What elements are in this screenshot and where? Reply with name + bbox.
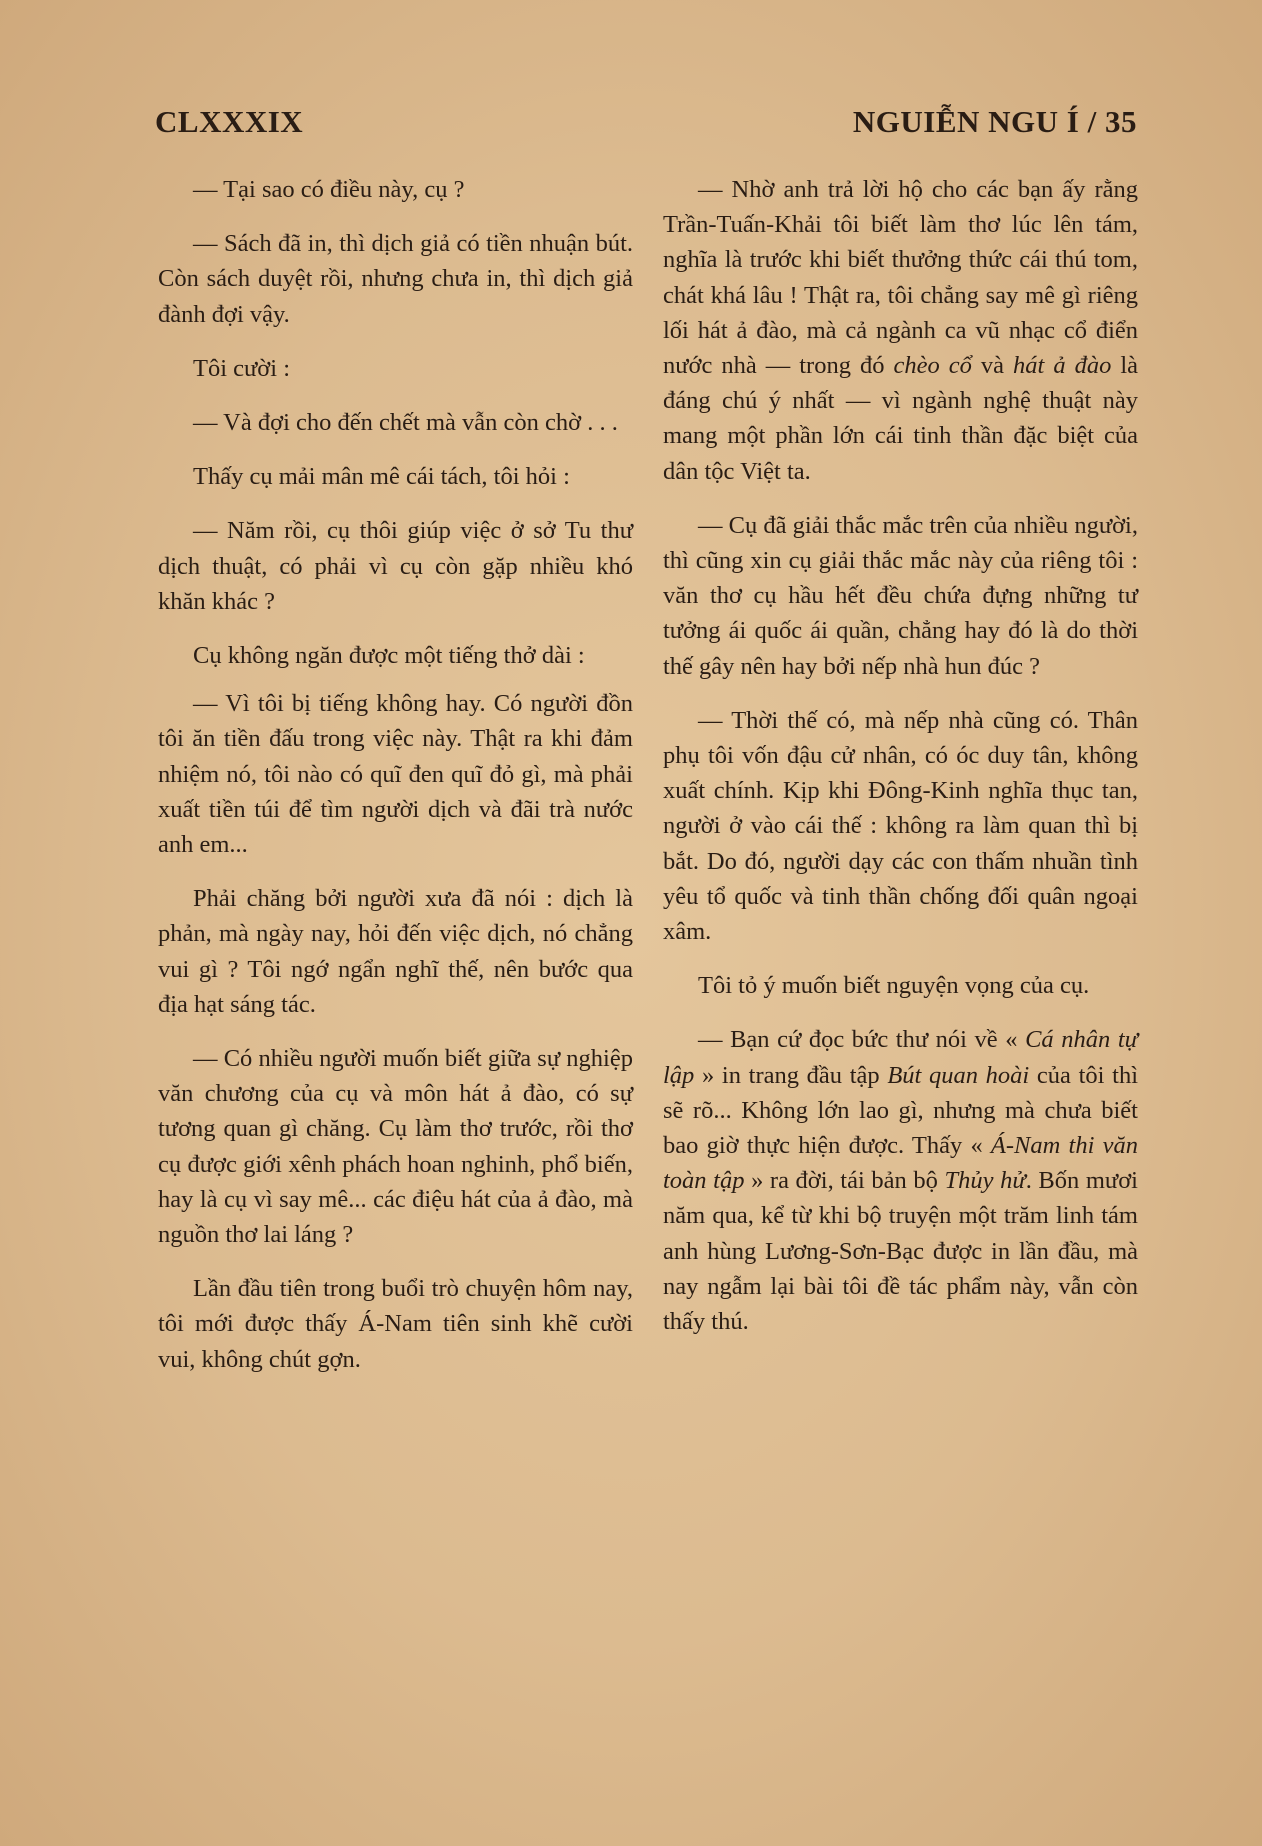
- running-title: NGUIỄN NGU Í / 35: [852, 104, 1137, 139]
- paragraph: Lần đầu tiên trong buổi trò chuyện hôm nay, tôi mới được thấy Á-Nam tiên sinh khẽ cười vui, không chút gợn.: [158, 1275, 633, 1373]
- issue-number: CLXXXIX: [155, 104, 304, 139]
- text-run: . Bốn mươi năm qua, kể từ khi bộ truyện một trăm linh tám anh hùng Lương-Sơn-Bạc được in lần đầu, mà nay ngẫm lại bài tôi đề tác phẩm này, vẫn còn thấy thú.: [663, 1167, 1138, 1336]
- paragraph: — Cụ đã giải thắc mắc trên của nhiều người, thì cũng xin cụ giải thắc mắc này của riêng tôi : văn thơ cụ hầu hết đều chứa đựng những tư tưởng ái quốc ái quần, chẳng hay đó là do thời thế gây nên hay bởi nếp nhà hun đúc ?: [663, 511, 1138, 680]
- text-run: của tôi thì sẽ rõ... Không lớn lao gì, nhưng mà chưa biết bao giờ thực hiện được. Thấy «: [663, 1061, 1138, 1160]
- paragraph: — Sách đã in, thì dịch giả có tiền nhuận bút. Còn sách duyệt rồi, nhưng chưa in, thì dịch giả đành đợi vậy.: [158, 230, 633, 328]
- italic-term: chèo cổ: [893, 352, 972, 380]
- text-run: » ra đời, tái bản bộ: [744, 1167, 945, 1195]
- paragraph: — Thời thế có, mà nếp nhà cũng có. Thân phụ tôi vốn đậu cử nhân, có óc duy tân, không xuất chính. Kịp khi Đông-Kinh nghĩa thục tan, người ở vào cái thế : không ra làm quan thì bị bắt. Do đó, người dạy các con thấm nhuần tình yêu tổ quốc và tinh thần chống đối quân ngoại xâm.: [663, 706, 1138, 946]
- text-run: và: [971, 352, 1014, 380]
- paragraph: — Và đợi cho đến chết mà vẫn còn chờ . . .: [193, 409, 618, 437]
- paragraph: Cụ không ngăn được một tiếng thở dài :: [193, 642, 585, 670]
- paragraph: — Vì tôi bị tiếng không hay. Có người đồn tôi ăn tiền đấu trong việc này. Thật ra khi đảm nhiệm nó, tôi nào có quĩ đen quĩ đỏ gì, mà phải xuất tiền túi để tìm người dịch và đãi trà nước anh em...: [158, 690, 633, 859]
- text-run: là đáng chú ý nhất — vì ngành nghệ thuật này mang một phần lớn cái tinh thần đặc biệt của dân tộc Việt ta.: [663, 352, 1139, 485]
- paragraph: — Tại sao có điều này, cụ ?: [193, 176, 465, 203]
- page-header: [155, 104, 1137, 140]
- left-column: [158, 172, 633, 1396]
- paragraph: Phải chăng bởi người xưa đã nói : dịch là phản, mà ngày nay, hỏi đến việc dịch, nó chẳng vui gì ? Tôi ngớ ngẩn nghĩ thế, nên bước qua địa hạt sáng tác.: [158, 885, 633, 1018]
- italic-title: Á-Nam thi văn toàn tập: [663, 1132, 1138, 1195]
- text-run: » in trang đầu tập: [694, 1061, 888, 1089]
- italic-title: Cá nhân tự lập: [663, 1026, 1138, 1089]
- italic-title: Bút quan hoài: [887, 1061, 1030, 1089]
- paragraph: [663, 1022, 1138, 1339]
- text-run: — Nhờ anh trả lời hộ cho các bạn ấy rằng Trần-Tuấn-Khải tôi biết làm thơ lúc lên tám, nghĩa là trước khi biết thưởng thức cái thú tom, chát khá lâu ! Thật ra, tôi chẳng say mê gì riêng lối hát ả đào, mà cả ngành ca vũ nhạc cổ điển nước nhà — trong đó: [663, 176, 1138, 380]
- italic-term: hát ả đào: [1013, 352, 1112, 380]
- paragraph: — Có nhiều người muốn biết giữa sự nghiệp văn chương của cụ và môn hát ả đào, có sự tương quan gì chăng. Cụ làm thơ trước, rồi thơ cụ được giới xênh phách hoan nghinh, phổ biến, hay là cụ vì say mê... các điệu hát của ả đào, mà nguồn thơ lai láng ?: [158, 1045, 633, 1249]
- text-run: — Bạn cứ đọc bức thư nói về «: [698, 1026, 1026, 1054]
- paragraph: — Năm rồi, cụ thôi giúp việc ở sở Tu thư dịch thuật, có phải vì cụ còn gặp nhiều khó khăn khác ?: [158, 517, 633, 615]
- italic-title: Thủy hử: [944, 1167, 1026, 1195]
- paragraph: Tôi tỏ ý muốn biết nguyện vọng của cụ.: [698, 972, 1090, 1000]
- right-column: [663, 172, 1138, 1358]
- paragraph: Thấy cụ mải mân mê cái tách, tôi hỏi :: [193, 463, 570, 491]
- paragraph: [663, 172, 1138, 489]
- paragraph: Tôi cười :: [193, 354, 290, 382]
